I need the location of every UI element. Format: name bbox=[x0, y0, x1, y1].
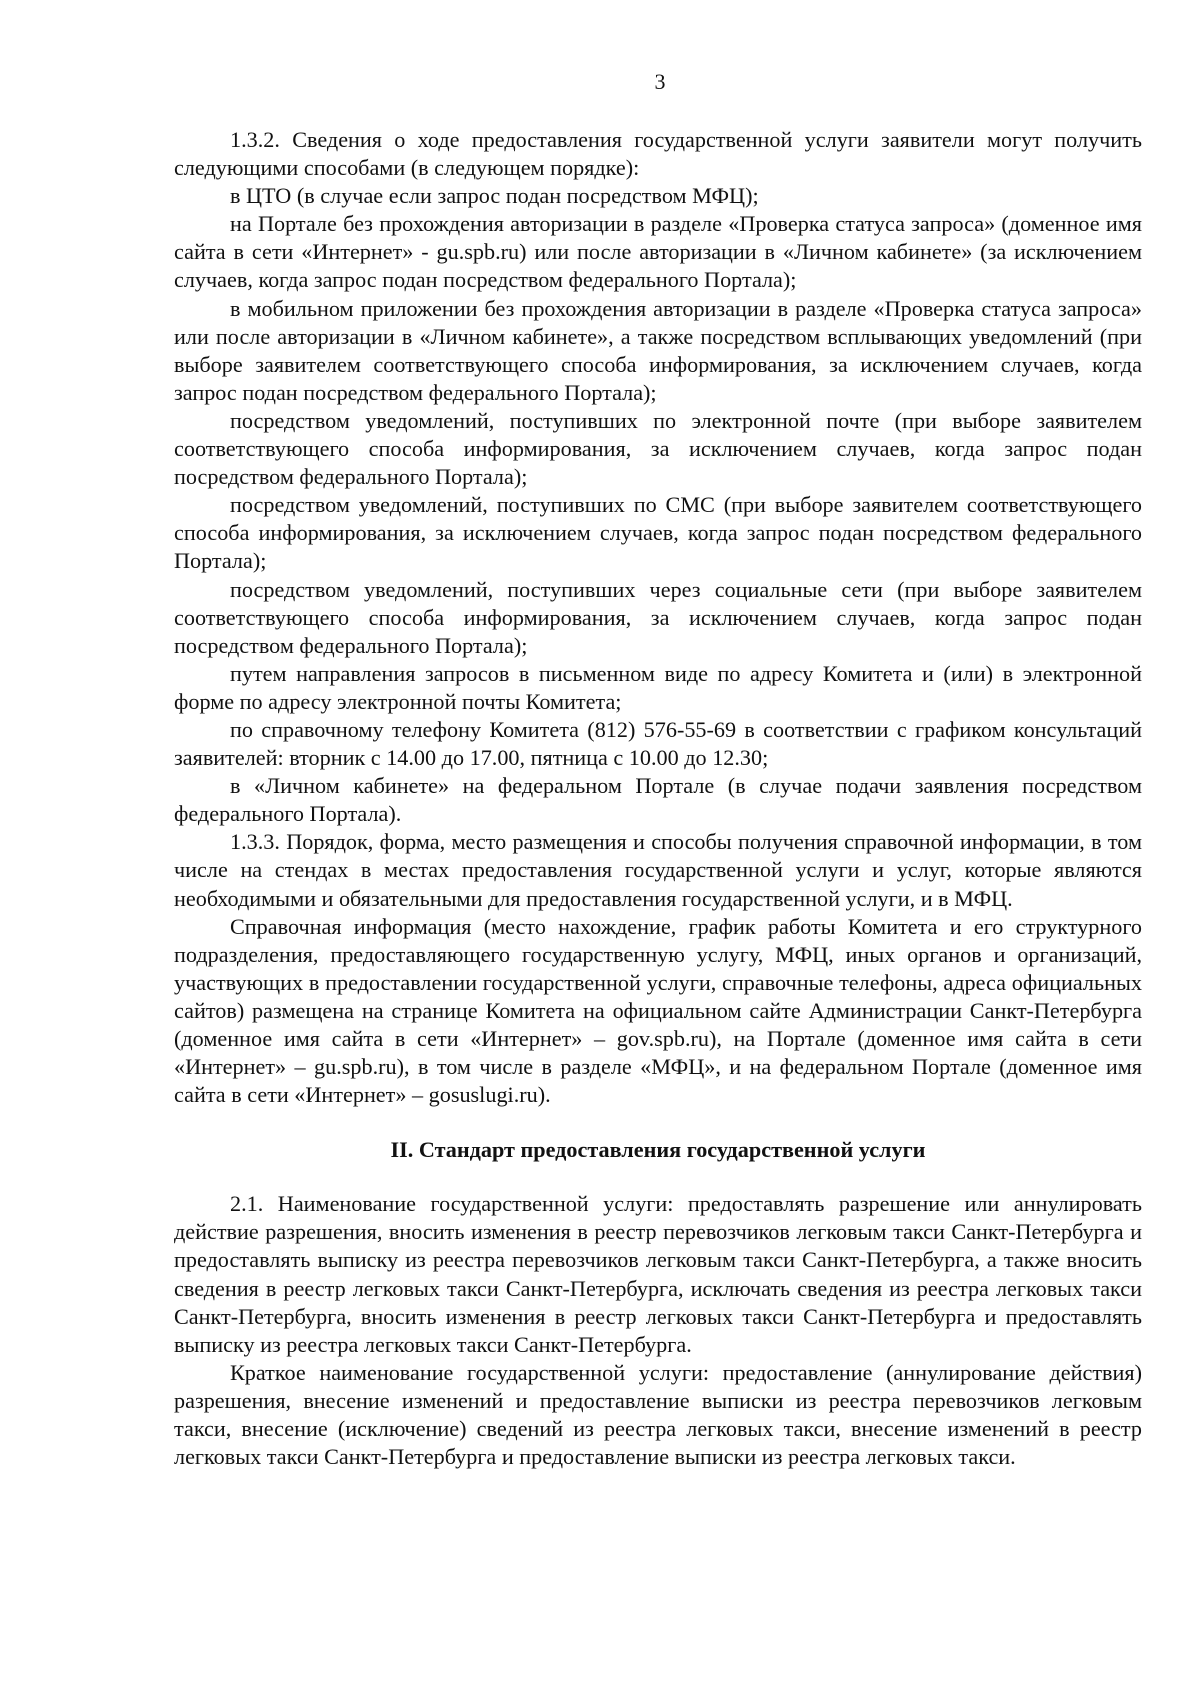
paragraph-short-name: Краткое наименование государственной услуги: предоставление (аннулирование действия) разрешения, внесение изменений и предоставление выписки из реестра перевозчиков легковым такси, внесение (исключение) сведений из реестра легковых такси, внесение изменений в реестр легковых такси Санкт-Петербурга и предоставление выписки из реестра легковых такси. bbox=[174, 1359, 1142, 1470]
paragraph-reference-info: Справочная информация (место нахождение, график работы Комитета и его структурного подразделения, предоставляющего государственную услугу, МФЦ, иных органов и организаций, участвующих в предоставлении государственной услуги, справочные телефоны, адреса официальных сайтов) размещена на странице Комитета на официальном сайте Администрации Санкт-Петербурга (доменное имя сайта в сети «Интернет» – gov.spb.ru), на Портале (доменное имя сайта в сети «Интернет» – gu.spb.ru), в том числе в разделе «МФЦ», и на федеральном Портале (доменное имя сайта в сети «Интернет» – gosuslugi.ru). bbox=[174, 913, 1142, 1108]
paragraph-1-3-3: 1.3.3. Порядок, форма, место размещения и способы получения справочной информации, в том числе на стендах в местах предоставления государственной услуги и услуг, которые являются необходимыми и обязательными для предоставления государственной услуги, и в МФЦ. bbox=[174, 829, 1142, 911]
paragraph-sms: посредством уведомлений, поступивших по СМС (при выборе заявителем соответствующего способа информирования, за исключением случаев, когда запрос подан посредством федерального Портала); bbox=[174, 492, 1142, 574]
paragraph-email: посредством уведомлений, поступивших по электронной почте (при выборе заявителем соответствующего способа информирования, за исключением случаев, когда запрос подан посредством федерального Портала); bbox=[174, 407, 1142, 490]
paragraph-2-1: 2.1. Наименование государственной услуги: предоставлять разрешение или аннулировать действие разрешения, вносить изменения в реестр перевозчиков легковым такси Санкт-Петербурга и предоставлять выписку из реестра перевозчиков легковым такси Санкт-Петербурга, а также вносить сведения в реестр легковых такси Санкт-Петербурга, исключать сведения из реестра легковых такси Санкт-Петербурга, вносить изменения в реестр легковых такси Санкт-Петербурга и предоставлять выписку из реестра легковых такси Санкт-Петербурга. bbox=[174, 1191, 1142, 1357]
section-heading: II. Стандарт предоставления государственной услуги bbox=[390, 1137, 926, 1163]
paragraph-portal: на Портале без прохождения авторизации в разделе «Проверка статуса запроса» (доменное имя сайта в сети «Интернет» - gu.spb.ru) или после авторизации в «Личном кабинете» (за исключением случаев, когда запрос подан посредством федерального Портала); bbox=[174, 211, 1142, 293]
paragraph-social-networks: посредством уведомлений, поступивших через социальные сети (при выборе заявителем соответствующего способа информирования, за исключением случаев, когда запрос подан посредством федерального Портала); bbox=[174, 576, 1142, 658]
document-body bbox=[174, 126, 1142, 1471]
paragraph-cto: в ЦТО (в случае если запрос подан посредством МФЦ); bbox=[230, 183, 759, 209]
paragraph-personal-account: в «Личном кабинете» на федеральном Портале (в случае подачи заявления посредством федерального Портала). bbox=[174, 773, 1142, 827]
page-number: 3 bbox=[654, 69, 666, 94]
paragraph-1-3-2: 1.3.2. Сведения о ходе предоставления государственной услуги заявители могут получить следующими способами (в следующем порядке): bbox=[174, 127, 1142, 181]
paragraph-written-requests: путем направления запросов в письменном виде по адресу Комитета и (или) в электронной форме по адресу электронной почты Комитета; bbox=[174, 660, 1142, 714]
paragraph-phone: по справочному телефону Комитета (812) 576-55-69 в соответствии с графиком консультаций заявителей: вторник с 14.00 до 17.00, пятница с 10.00 до 12.30; bbox=[174, 716, 1142, 771]
paragraph-mobile-app: в мобильном приложении без прохождения авторизации в разделе «Проверка статуса запроса» или после авторизации в «Личном кабинете», а также посредством всплывающих уведомлений (при выборе заявителем соответствующего способа информирования, за исключением случаев, когда запрос подан посредством федерального Портала); bbox=[174, 295, 1142, 405]
